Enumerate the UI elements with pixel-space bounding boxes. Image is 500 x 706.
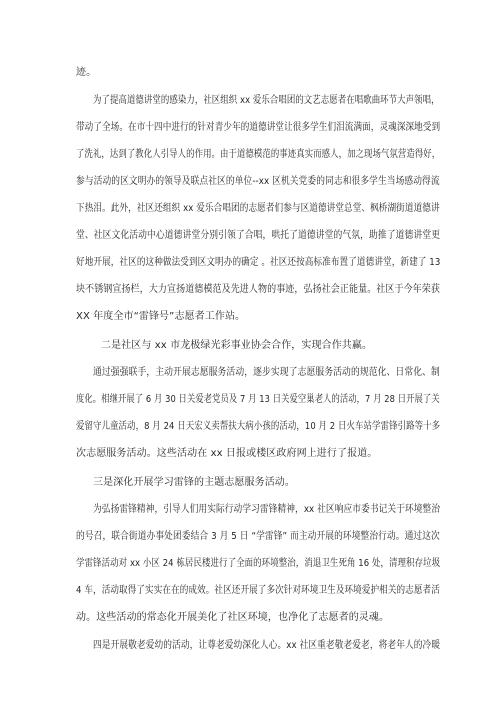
section-heading: 三是深化开展学习雷锋的主题志愿服务活动。 xyxy=(93,477,295,488)
paragraph-line: 带动了全场。在市十四中进行的针对青少年的道德讲堂让很多学生们泪流满面，灵魂深深地受到 xyxy=(76,122,441,133)
paragraph-line: 为弘扬雷锋精神，引导人们用实际行动学习雷锋精神，xx 社区响应市委书记关于环境整治 xyxy=(93,504,441,515)
paragraph-line: 参与活动的区文明办的领导及联点社区的单位--xx 区机关党委的同志和很多学生当场感动得流 xyxy=(76,176,440,187)
paragraph-line: 为了提高道德讲堂的感染力，社区组织 xx 爱乐合唱团的文艺志愿者在唱歌曲环节大声领唱， xyxy=(93,95,440,106)
paragraph-line: 迹。 xyxy=(76,67,97,78)
paragraph-line: 了洗礼，达到了教化人引导人的作用。由于道德模范的事迹真实而感人，加之现场气氛营造得好， xyxy=(76,149,441,160)
paragraph-line: 好地开展，社区的这种做法受到区文明办的确定 。社区还按高标准布置了道德讲堂，新建了 13 xyxy=(76,257,441,268)
paragraph-line: 学雷锋活动对 xx 小区 24 栋居民楼进行了全面的环境整治，消退卫生死角 16 处，清理积存垃圾 xyxy=(76,558,441,569)
paragraph-line: 下热泪。此外，社区还组织 xx 爱乐合唱团的志愿者们参与区道德讲堂总堂、枫桥湖街道道德讲 xyxy=(76,203,440,214)
paragraph-line: XX 年度全市“雷锋号”志愿者工作站。 xyxy=(76,311,246,322)
paragraph-line: 动。这些活动的常态化开展美化了社区环境，也净化了志愿者的灵魂。 xyxy=(76,612,390,623)
paragraph-line: 堂、社区文化活动中心道德讲堂分别引领了合唱，哄托了道德讲堂的气氛，助推了道德讲堂更 xyxy=(76,230,441,241)
paragraph-line: 次志愿服务活动。这些活动在 xx 日报或楼区政府网上进行了报道。 xyxy=(76,448,378,459)
paragraph-line: 四是开展敬老爱幼的活动，让尊老爱幼深化人心。xx 社区重老敬老爱老，将老年人的冷暖 xyxy=(93,640,441,651)
paragraph-line: 度化。相继开展了 6 月 30 日关爱老党员及 7 月 13 日关爱空巢老人的活动，7 月 28 日开展了关 xyxy=(76,394,440,405)
paragraph-line: 4 车，活动取得了实实在在的成效。社区还开展了多次针对环境卫生及环境爱护相关的志愿者活 xyxy=(76,585,440,596)
paragraph-line: 通过强强联手，主动开展志愿服务活动，逐步实现了志愿服务活动的规范化、日常化、制 xyxy=(93,367,440,378)
paragraph-line: 块不锈钢宣扬栏，大力宣扬道德模范及先进人物的事迹，弘扬社会正能量。社区于今年荣获 xyxy=(76,284,441,295)
paragraph-line: 爱留守儿童活动，8 月 24 日天宏义卖帮扶大病小孩的活动，10 月 2 日火车站学雷锋引路等十多 xyxy=(76,421,441,432)
paragraph-line: 的号召，联合街道办事处团委结合 3 月 5 日 “学雷锋” 而主动开展的环境整治行动。通过这次 xyxy=(76,531,440,542)
section-heading: 二是社区与 xx 市龙极绿光彩事业协会合作，实现合作共赢。 xyxy=(101,340,373,351)
